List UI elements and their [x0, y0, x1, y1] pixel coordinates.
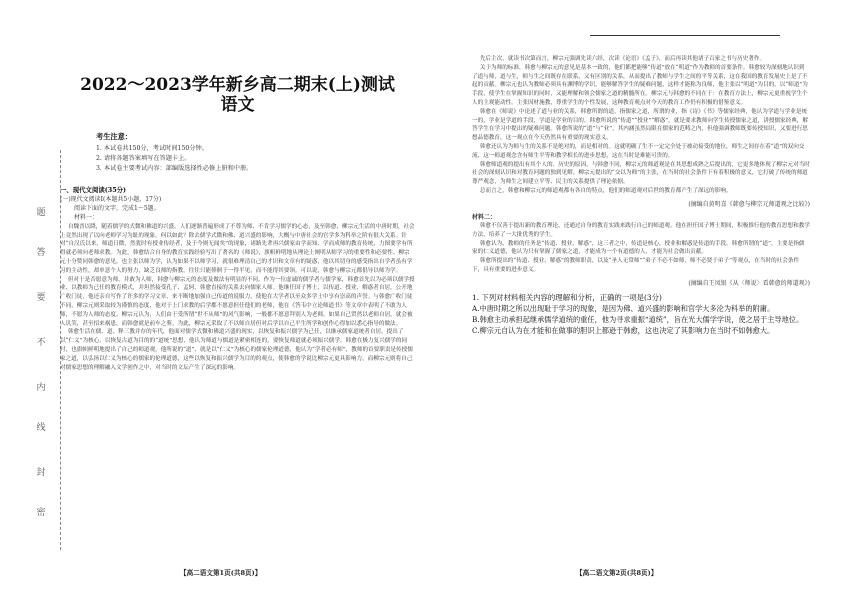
paragraph: 自魏晋以降，随着儒学的式微和佛道的兴盛，人们逐渐普遍形成了不尊为师、不肯学习儒学的心态，及至韩愈、柳宗元生活的中唐时期，社会上竟然出现了以向老师学习为耻的现象。何以如此？除去儒学式微和佛、道兴盛的影响，大概与中唐社会的官学多为科举之阶有很大关系。针对“自汉氏以来，师道日微，然犹时有授业传经者，及于今则无闻矣”的现象，诸路先辈再兴儒家由学而知、学而成师的教育传统，力图要学有所得就必须向老师求教。为此，韩愈结合自身的教育实践经验写出了著名的《师说》，旗帜鲜明地从理论上阐明从师学习的重要性和必要性。柳宗元十分赞同韩愈的意见，也主张以师为学，认为如果不以师学习，就很难理清自己的才识和文章有的疑惑，他以其切身的感受指出自学者虽有学习的主动性，却单意个人的努力，缺乏良师的指教，往往只能徘徊于一得半见，而不能得其要领。可以说，韩愈与柳宗元都倡导以师为学。	[60, 223, 415, 274]
exam-subject: 语文	[220, 95, 255, 115]
paragraph: 韩愈还认为为师与生的关系不是绝对的，而是相对的。这就明确了生不一定完全处于被动接受的地位，师生之间存在着“道”的双向交流，这一师道观念含有师生平等和教学相长的进步思想，这在当时是难能可贵的。	[472, 143, 805, 159]
top-rule	[590, 35, 780, 36]
paragraph: 先后主次，就读书次第而言，柳宗元强调先读六经，次读《论语》《孟子》，而后再读其他诸子百家之书与历史著作。	[479, 56, 766, 62]
paragraph: 韩愈在《师说》中论述了道与业的关系，韩愈所谓的道，指儒家之道，所谓的业，指《诗》《书》等儒家经典，他认为学道与学业是统一的，学业是学道的手段，学道是学业的目的。韩愈所说的“传道”“授业”“解惑”，就是要求教师向学生传授儒家之道，讲授儒家经典，解答学生在学习中提出的疑难问题。韩愈所说的“道”与“业”，其内涵虽然局限在儒家的范畴之内，但他强调教师既要传授知识，又要进行思想品德教育，这一观点在今天仍然具有重要的现实意义。	[472, 108, 809, 142]
binding-label: 答	[36, 248, 46, 258]
binding-label: 密	[36, 508, 46, 518]
material-label: 材料一：	[74, 214, 99, 222]
paragraph: 总而言之，韩愈和柳宗元的师道观都有各自的特点，他们的师道观对后世的教育都产生了深远的影响。	[479, 187, 732, 194]
paragraph: 韩愈认为，教师的任务是“传道、授业、解惑”，这三者之中，传道是核心，授业和解惑是传道的手段。韩愈所谓的“道”，主要是指儒家的仁义道德，他认为只有掌握了儒家之道，才能成为一个有道德的人，才能为社会做出贡献。	[472, 240, 805, 256]
material-label: 材料二：	[472, 213, 497, 221]
page-footer-left: 【高二语文第1页(共8页)】	[180, 569, 262, 577]
notice-item: 1. 本试卷共150分，考试时间150分钟。	[96, 144, 208, 152]
notice-item: 2. 请将各题答案填写在答题卡上。	[96, 154, 191, 162]
source-citation: (摘编自黄明喜《韩愈与柳宗元师道观之比较》)	[688, 200, 810, 208]
question-option: C.柳宗元自认为在才能和在做事的胆识上都逊于韩愈，这也决定了其影响力在当时不如韩愈大。	[472, 325, 775, 335]
section-heading: 一、现代文阅读(35分)	[60, 185, 127, 194]
paragraph: 韩愈生活在儒、道、释三教并存的年代，他面对儒学式微和佛道兴盛的现实，以恢复和振兴儒学为己任，以继承儒家道统者自居，提出了以“仁义”为核心、以恢复古道为目的的“道统”思想，他认为师道与儒道是紧密相连的，要恢复师道就必须振兴儒学。韩愈在极力复兴儒学的同时，也旗帜鲜明地提出了自己的师道观，他所说的“道”，就是以“仁义”为核心的儒家伦理道德，他认为“学者必有师”，教师的首要职责是传授儒家之道，以弘扬以仁义为核心的儒家的伦理道德，这些以恢复和振兴儒学为目的的观点，使韩愈的学说比柳宗元更具影响力，而柳宗元则将自己对儒家思想的理解融入文学创作之中，对当时的文坛产生了深远的影响。	[60, 329, 413, 371]
paragraph: 韩愈师道观的提出有其个人的、历史的原因。与韩愈不同，柳宗元的师道观是在其思想成熟之后提出的，它更多地体现了柳宗元对当时社会的深刻认识和对教育问题的独到见解。柳宗元提出的“交以为师”的主张，在当时的社会条件下有着积极的意义，它打破了传统的师道尊严观念，为师生之间建立平等、民主的关系提供了理论依据。	[472, 161, 810, 186]
section-sub: (一)现代文阅读Ⅰ(本题共5小题，17分)	[60, 195, 162, 203]
paragraph: 但对于是否愿意为师，并敢为人师，韩愈与柳宗元的态度及做法有明显的不同。作为一位虚诚的儒学者与儒学家，韩愈首先以为必须以儒学授业、以教师为己任的教育模式，并坦然接受孔子、孟轲、韩愈直接的关系去向儒家人师。他继任国子博士，以传道、授业、解惑者自居，公开地广收门徒，他还亲自写作了许多的学习文章，来不断地加强自己传道的说服力，使他在大学者以至众多学士中享有崇高的声誉。与韩愈广收门徒不同，柳宗元则采取较为谨慎的态度，他对于上门求教的后学都不愿意担任他们的老师，他在《答韦中立论师道书》等文章中表明了不敢为人师，不愿为人师的态度。柳宗元认为，人们由于受所谓“世不从师”的风气影响，一般都不愿意拜别人为老师，如果自己贸然以老师自居，就会被人讥笑，甚至招来祸患，而韩愈就是前车之鉴。为此，柳宗元采取了不以师自居但对后学以自己平生所学和创作心得加以悉心指导的做法。	[60, 276, 415, 327]
binding-strip	[30, 150, 61, 550]
binding-label: 要	[36, 293, 46, 303]
question-stem: 1. 下列对材料相关内容的理解和分析，正确的一项是(3分)	[472, 292, 662, 302]
exam-title: 2022～2023学年新乡高二期末(上)测试	[80, 75, 395, 95]
binding-label: 不	[36, 338, 46, 348]
right-column	[472, 55, 810, 336]
paragraph: 韩愈所提出的“传道、授业、解惑”的教师职责，以及“圣人无常师”“弟子不必不如师，师不必贤于弟子”等观点，在当时的社会条件下，具有重要的进步意义。	[472, 258, 800, 273]
page-footer-right: 【高二语文第2页(共8页)】	[576, 569, 658, 577]
section-instruction: 阅读下面的文字，完成1～5题。	[74, 205, 160, 212]
notice-heading: 考生注意：	[96, 132, 132, 141]
binding-label: 线	[36, 423, 46, 433]
paragraph: 韩愈不仅善于提出新的教育理论，还通过自身的教育实践来践行自己的师道观。他在担任国子博士期间，积极推行他的教育思想和教学方法，培养了一大批优秀的学生。	[472, 222, 810, 238]
source-citation: (摘编自王凤银《从〈师说〉看韩愈的师道观》)	[688, 279, 810, 287]
paragraph: 关于为师的标准，韩愈与柳宗元的意见是基本一致的，他们都把能够“传道”放在“明道”作为教师的首要条件。韩愈较为深刻地认识到了道与师，道与生，师与生之间既存在联系，又有区别的关系，从而提出了教师与学生之间的平等关系，这在我国的教育发展史上是了不起的贡献。柳宗元也认为教师必须具有渊博的学识，能够解答学生的疑难问题，这样才能称为良师，他主张以“明道”为目的，以“师道”为手段，使学生在掌握知识的同时，又能理解和领会儒家之道的精髓所在。柳宗元与韩愈的不同在于：在教育方法上，柳宗元更重视学生个人的主观能动性，主张因材施教，尊重学生的个性发展，这种教育观点对今天的教育工作仍有积极的借鉴意义。	[472, 64, 808, 106]
question-option: A.中唐时期之所以出现耻于学习的现象，是因为佛、道兴盛的影响和官学大多沦为科举的附庸。	[472, 303, 775, 313]
binding-label: 内	[36, 383, 46, 393]
left-column	[60, 55, 415, 372]
binding-label: 题	[36, 208, 46, 218]
binding-label: 封	[36, 468, 46, 478]
notice-item: 3. 本试卷主要考试内容：部编版选择性必修上册和中册。	[96, 164, 253, 172]
question-option: B.韩愈主动承担起继承儒学道统的重任，他为寻求重振“道统”，旨在光大儒学学说，使之居于主导地位。	[472, 314, 804, 324]
